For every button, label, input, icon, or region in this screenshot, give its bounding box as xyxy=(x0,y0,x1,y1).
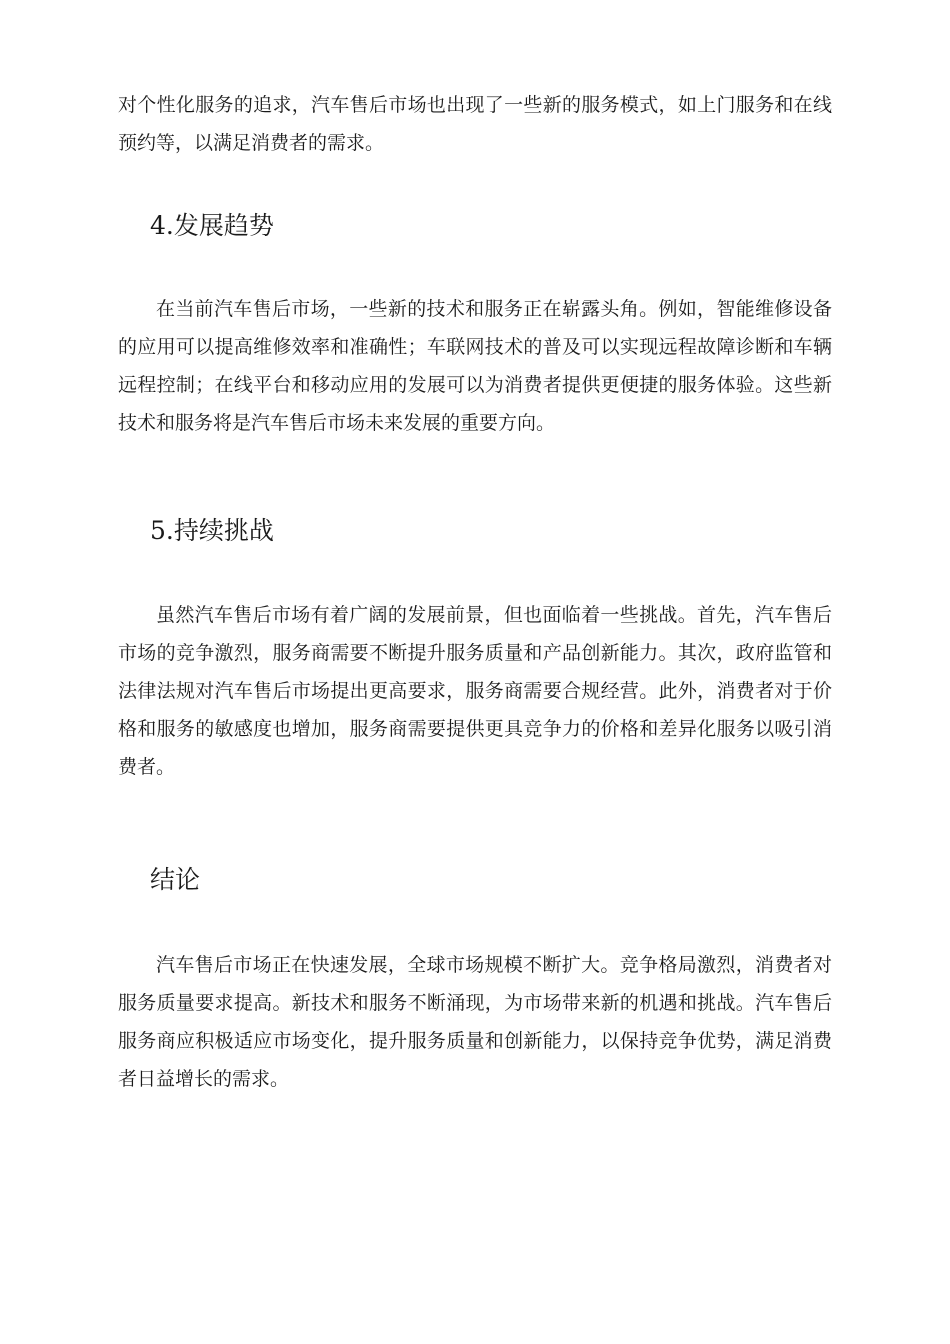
section-paragraph-trends: 在当前汽车售后市场，一些新的技术和服务正在崭露头角。例如，智能维修设备的应用可以提高维修效率和准确性；车联网技术的普及可以实现远程故障诊断和车辆远程控制；在线平台和移动应用的发展可以为消费者提供更便捷的服务体验。这些新技术和服务将是汽车售后市场未来发展的重要方向。 xyxy=(118,298,832,434)
section-heading-conclusion: 结论 xyxy=(150,865,201,894)
section-heading-trends: 4.发展趋势 xyxy=(150,211,274,240)
section-paragraph-conclusion: 汽车售后市场正在快速发展，全球市场规模不断扩大。竞争格局激烈，消费者对服务质量要求提高。新技术和服务不断涌现，为市场带来新的机遇和挑战。汽车售后服务商应积极适应市场变化，提升服务质量和创新能力，以保持竞争优势，满足消费者日益增长的需求。 xyxy=(118,954,832,1090)
section-paragraph-challenges: 虽然汽车售后市场有着广阔的发展前景，但也面临着一些挑战。首先，汽车售后市场的竞争激烈，服务商需要不断提升服务质量和产品创新能力。其次，政府监管和法律法规对汽车售后市场提出更高要求，服务商需要合规经营。此外，消费者对于价格和服务的敏感度也增加，服务商需要提供更具竞争力的价格和差异化服务以吸引消费者。 xyxy=(118,604,832,778)
intro-paragraph: 对个性化服务的追求，汽车售后市场也出现了一些新的服务模式，如上门服务和在线预约等，以满足消费者的需求。 xyxy=(118,94,832,154)
section-heading-challenges: 5.持续挑战 xyxy=(150,516,274,545)
